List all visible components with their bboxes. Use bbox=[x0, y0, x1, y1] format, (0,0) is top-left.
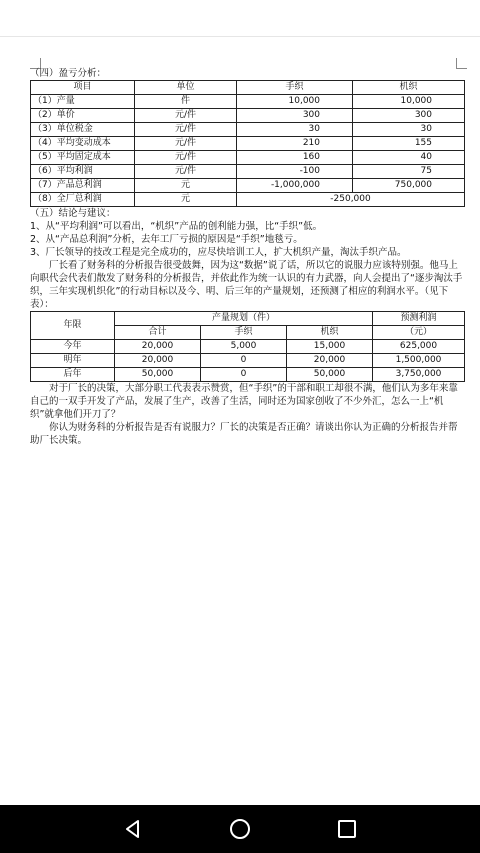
section-4-title: （四）盈亏分析： bbox=[30, 68, 107, 79]
production-plan-table bbox=[30, 311, 465, 382]
cell: 160 bbox=[237, 151, 353, 165]
conclusion-item: 2、从“产品总利润”分析，去年工厂亏损的原因是“手织”地毯亏。 bbox=[30, 234, 303, 245]
cell: 30 bbox=[237, 123, 353, 137]
table-row bbox=[31, 123, 465, 137]
cell: （6）平均利润 bbox=[31, 165, 135, 179]
cell: 50,000 bbox=[287, 368, 373, 382]
profit-analysis-table bbox=[30, 80, 465, 207]
cell: （4）平均变动成本 bbox=[31, 137, 135, 151]
conclusion-item: 3、厂长领导的技改工程是完全成功的，应尽快培训工人，扩大机织产量，淘汰手织产品。 bbox=[30, 247, 407, 258]
cell: 30 bbox=[353, 123, 465, 137]
cell: -100 bbox=[237, 165, 353, 179]
cell: 元/件 bbox=[135, 151, 237, 165]
cell: 元/件 bbox=[135, 109, 237, 123]
cell: （5）平均固定成本 bbox=[31, 151, 135, 165]
table-row-total bbox=[31, 193, 465, 207]
cell: 20,000 bbox=[115, 354, 201, 368]
cell: 75 bbox=[353, 165, 465, 179]
header-profit: 预测利润 bbox=[373, 312, 465, 326]
table-row bbox=[31, 179, 465, 193]
header-unit: 单位 bbox=[135, 81, 237, 95]
cell: -1,000,000 bbox=[237, 179, 353, 193]
table-row bbox=[31, 354, 465, 368]
table-row bbox=[31, 368, 465, 382]
cell: 元 bbox=[135, 193, 237, 207]
cell: 750,000 bbox=[353, 179, 465, 193]
paragraph: 你认为财务科的分析报告是否有说服力？厂长的决策是否正确？请谈出你认为正确的分析报告并帮助厂长决策。 bbox=[30, 422, 458, 446]
recents-icon[interactable] bbox=[335, 817, 359, 841]
cell: 210 bbox=[237, 137, 353, 151]
table-header-row bbox=[31, 81, 465, 95]
cell: 元/件 bbox=[135, 165, 237, 179]
cell: 20,000 bbox=[287, 354, 373, 368]
cell: 后年 bbox=[31, 368, 115, 382]
header-plan: 产量规划（件） bbox=[115, 312, 373, 326]
table-row bbox=[31, 109, 465, 123]
cell: 元/件 bbox=[135, 123, 237, 137]
document-content bbox=[30, 67, 464, 447]
cell: 15,000 bbox=[287, 340, 373, 354]
cell: -250,000 bbox=[237, 193, 465, 207]
android-nav-bar bbox=[0, 805, 480, 853]
table-row bbox=[31, 340, 465, 354]
cell: 50,000 bbox=[115, 368, 201, 382]
cell: 今年 bbox=[31, 340, 115, 354]
home-icon[interactable] bbox=[228, 817, 252, 841]
cell: 20,000 bbox=[115, 340, 201, 354]
cell: 3,750,000 bbox=[373, 368, 465, 382]
paragraph: 厂长看了财务科的分析报告很受鼓舞，因为这“数据”说了话，所以它的说服力应该特别强。他马上向职代会代表们散发了财务科的分析报告，并依此作为统一认识的有力武器，向人会提出了“逐步淘汰手织，三年实现机织化”的行动目标以及今、明、后三年的产量规划，还预测了相应的利润水平。（见下表）： bbox=[30, 260, 463, 310]
header-hand: 手织 bbox=[201, 326, 287, 340]
header-item: 项目 bbox=[31, 81, 135, 95]
header-year: 年限 bbox=[31, 312, 115, 340]
header-machine: 机织 bbox=[287, 326, 373, 340]
cell: 明年 bbox=[31, 354, 115, 368]
header-machine: 机织 bbox=[353, 81, 465, 95]
cell: 1,500,000 bbox=[373, 354, 465, 368]
cell: 10,000 bbox=[353, 95, 465, 109]
cell: （3）单位税金 bbox=[31, 123, 135, 137]
cell: （1）产量 bbox=[31, 95, 135, 109]
cell: 0 bbox=[201, 368, 287, 382]
cell: 元/件 bbox=[135, 137, 237, 151]
header-unit: （元） bbox=[373, 326, 465, 340]
header-hand: 手织 bbox=[237, 81, 353, 95]
section-5-title: （五）结论与建议： bbox=[30, 208, 116, 219]
table-row bbox=[31, 95, 465, 109]
cell: 10,000 bbox=[237, 95, 353, 109]
cell: 300 bbox=[237, 109, 353, 123]
back-icon[interactable] bbox=[121, 817, 145, 841]
cell: 元 bbox=[135, 179, 237, 193]
table-row bbox=[31, 151, 465, 165]
conclusion-item: 1、从“平均利润”可以看出，“机织”产品的创利能力强，比“手织”低。 bbox=[30, 221, 323, 232]
cell: 300 bbox=[353, 109, 465, 123]
cell: 0 bbox=[201, 354, 287, 368]
cell: （8）全厂总利润 bbox=[31, 193, 135, 207]
header-total: 合计 bbox=[115, 326, 201, 340]
table-row bbox=[31, 137, 465, 151]
table-row bbox=[31, 165, 465, 179]
cell: （7）产品总利润 bbox=[31, 179, 135, 193]
cell: 155 bbox=[353, 137, 465, 151]
paragraph: 对于厂长的决策，大部分职工代表表示赞赏，但“手织”的干部和职工却很不满，他们认为多年来靠自己的一双手开发了产品，发展了生产，改善了生活，同时还为国家创收了不少外汇，怎么一上“机织”就拿他们开刀了？ bbox=[30, 383, 458, 420]
cell: 件 bbox=[135, 95, 237, 109]
cell: 625,000 bbox=[373, 340, 465, 354]
cell: 5,000 bbox=[201, 340, 287, 354]
cell: 40 bbox=[353, 151, 465, 165]
table-header-row bbox=[31, 312, 465, 326]
app-top-bar bbox=[0, 0, 480, 37]
cell: （2）单价 bbox=[31, 109, 135, 123]
